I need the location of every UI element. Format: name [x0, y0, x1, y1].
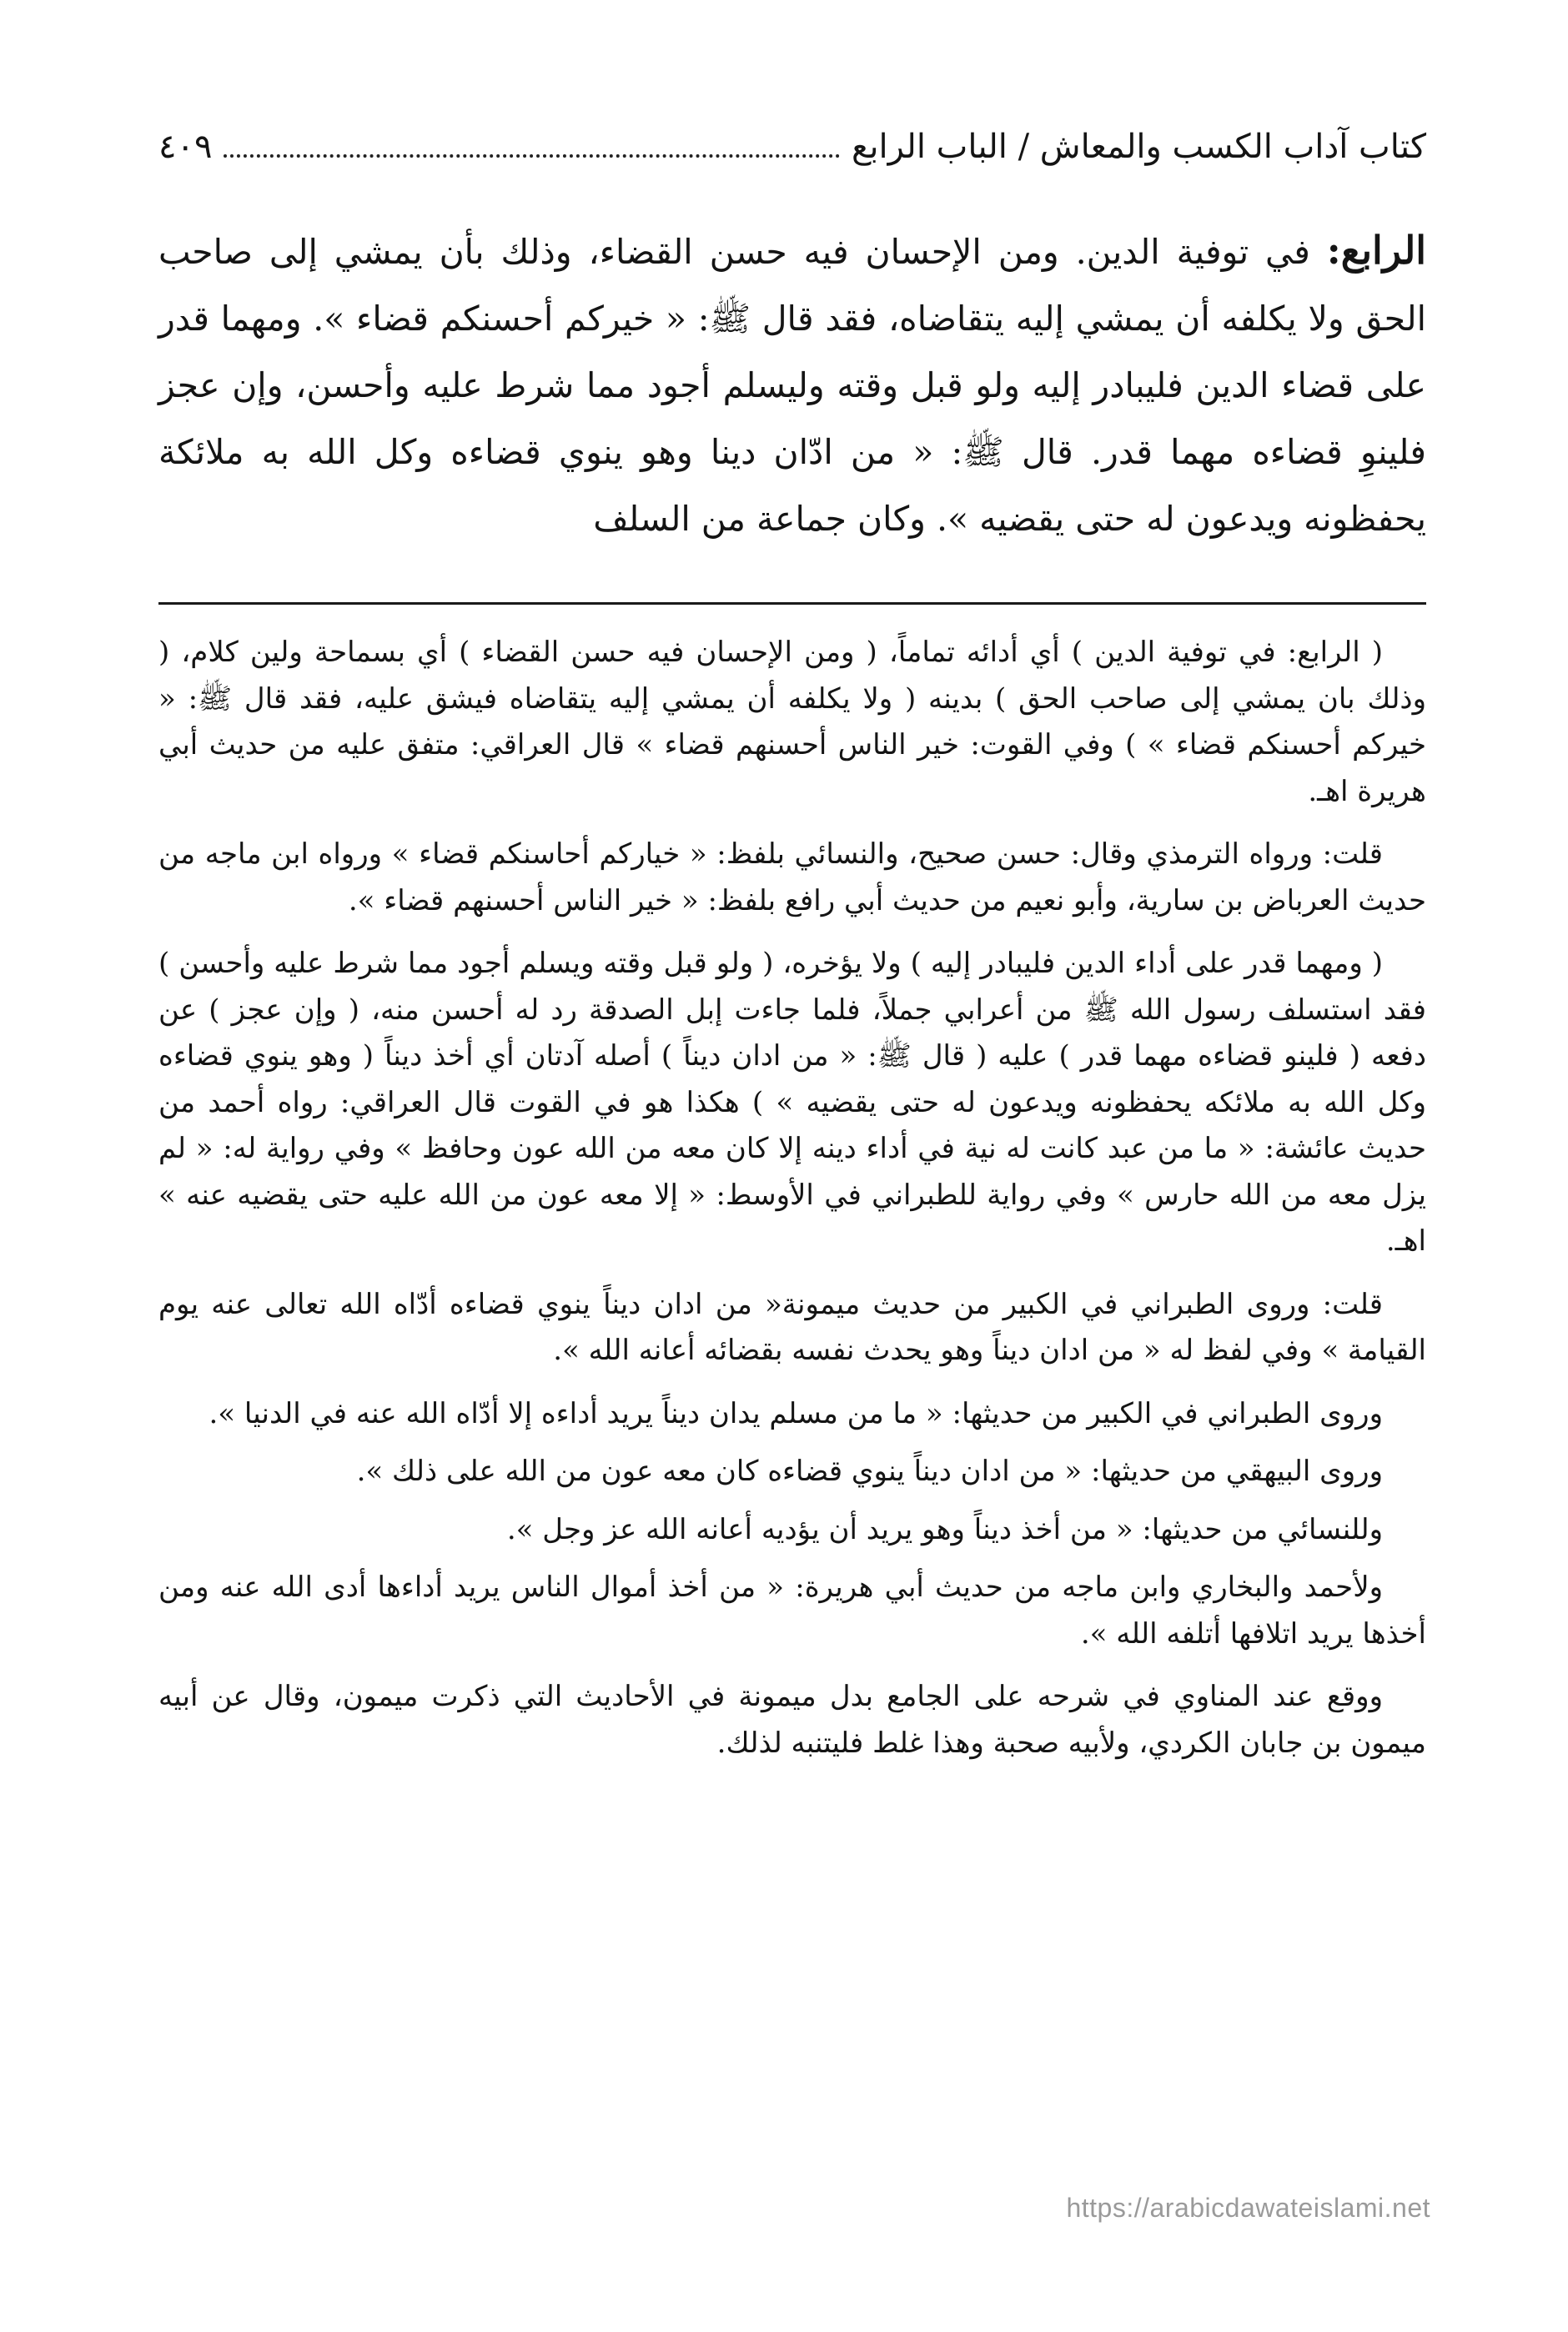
commentary-paragraph: ( الرابع: في توفية الدين ) أي أدائه تماماً، ( ومن الإحسان فيه حسن القضاء ) أي بسماحة ولين كلام، ( وذلك بان يمشي إلى صاحب الحق ) بدينه ( ولا يكلفه أن يمشي إليه يتقاضاه فيشق عليه، فقد قال ﷺ: « خيركم أحسنكم قضاء » ) وفي القوت: خير الناس أحسنهم قضاء » قال العراقي: متفق عليه من حديث أبي هريرة اهـ.	[158, 636, 1426, 808]
running-header	[158, 125, 1426, 168]
commentary	[158, 630, 1426, 1767]
page	[158, 125, 1426, 1783]
commentary-paragraph: وللنسائي من حديثها: « من أخذ ديناً وهو يريد أن يؤديه أعانه الله عز وجل ».	[506, 1512, 1383, 1546]
commentary-paragraph: وروى البيهقي من حديثها: « من ادان ديناً ينوي قضاءه كان معه عون من الله على ذلك ».	[356, 1455, 1383, 1488]
running-title: كتاب آداب الكسب والمعاش / الباب الرابع	[852, 128, 1426, 166]
main-text	[158, 217, 1426, 552]
footnote-separator	[158, 602, 1426, 605]
commentary-paragraph: قلت: ورواه الترمذي وقال: حسن صحيح، والنسائي بلفظ: « خياركم أحاسنكم قضاء » ورواه ابن ماجه من حديث العرباض بن سارية، وأبو نعيم من حديث أبي رافع بلفظ: « خير الناس أحسنهم قضاء ».	[158, 837, 1426, 917]
page-number: ٤٠٩	[158, 128, 213, 166]
commentary-paragraph: قلت: وروى الطبراني في الكبير من حديث ميمونة« من ادان ديناً ينوي قضاءه أدّاه الله تعالى عنه يوم القيامة » وفي لفظ له « من ادان ديناً وهو يحدث نفسه بقضائه أعانه الله ».	[158, 1287, 1426, 1367]
commentary-paragraph: ( ومهما قدر على أداء الدين فليبادر إليه ) ولا يؤخره، ( ولو قبل وقته ويسلم أجود مما شرط عليه وأحسن ) فقد استسلف رسول الله ﷺ من أعرابي جملاً، فلما جاءت إبل الصدقة رد له أحسن منه، ( وإن عجز ) عن دفعه ( فلينو قضاءه مهما قدر ) عليه ( قال ﷺ: « من ادان ديناً ) أصله آدتان أي أخذ ديناً ( وهو ينوي قضاءه وكل الله به ملائكه يحفظونه ويدعون له حتى يقضيه » ) هكذا هو في القوت قال العراقي: رواه أحمد من حديث عائشة: « ما من عبد كانت له نية في أداء دينه إلا كان معه من الله عون وحافظ » وفي رواية له: « لم يزل معه من الله حارس » وفي رواية للطبراني في الأوسط: « إلا معه عون من الله عليه حتى يقضيه عنه » اهـ.	[158, 947, 1426, 1258]
main-text-body: في توفية الدين. ومن الإحسان فيه حسن القضاء، وذلك بأن يمشي إلى صاحب الحق ولا يكلفه أن يمشي إليه يتقاضاه، فقد قال ﷺ: « خيركم أحسنكم قضاء ». ومهما قدر على قضاء الدين فليبادر إليه ولو قبل وقته وليسلم أجود مما شرط عليه وأحسن، وإن عجز فلينوِ قضاءه مهما قدر. قال ﷺ: « من ادّان دينا وهو ينوي قضاءه وكل الله به ملائكة يحفظونه ويدعون له حتى يقضيه ». وكان جماعة من السلف	[158, 232, 1426, 539]
watermark-url: https://arabicdawateislami.net	[1066, 2193, 1430, 2223]
commentary-paragraph: ولأحمد والبخاري وابن ماجه من حديث أبي هريرة: « من أخذ أموال الناس يريد أداءها أدى الله عنه ومن أخذها يريد اتلافها أتلفه الله ».	[158, 1571, 1426, 1651]
commentary-paragraph: ووقع عند المناوي في شرحه على الجامع بدل ميمونة في الأحاديث التي ذكرت ميمون، وقال عن أبيه ميمون بن جابان الكردي، ولأبيه صحبة وهذا غلط فليتنبه لذلك.	[158, 1680, 1426, 1760]
section-lead: الرابع:	[1326, 228, 1426, 273]
dotted-leader	[224, 139, 840, 158]
commentary-paragraph: وروى الطبراني في الكبير من حديثها: « ما من مسلم يدان ديناً يريد أداءه إلا أدّاه الله عنه في الدنيا ».	[209, 1396, 1383, 1430]
